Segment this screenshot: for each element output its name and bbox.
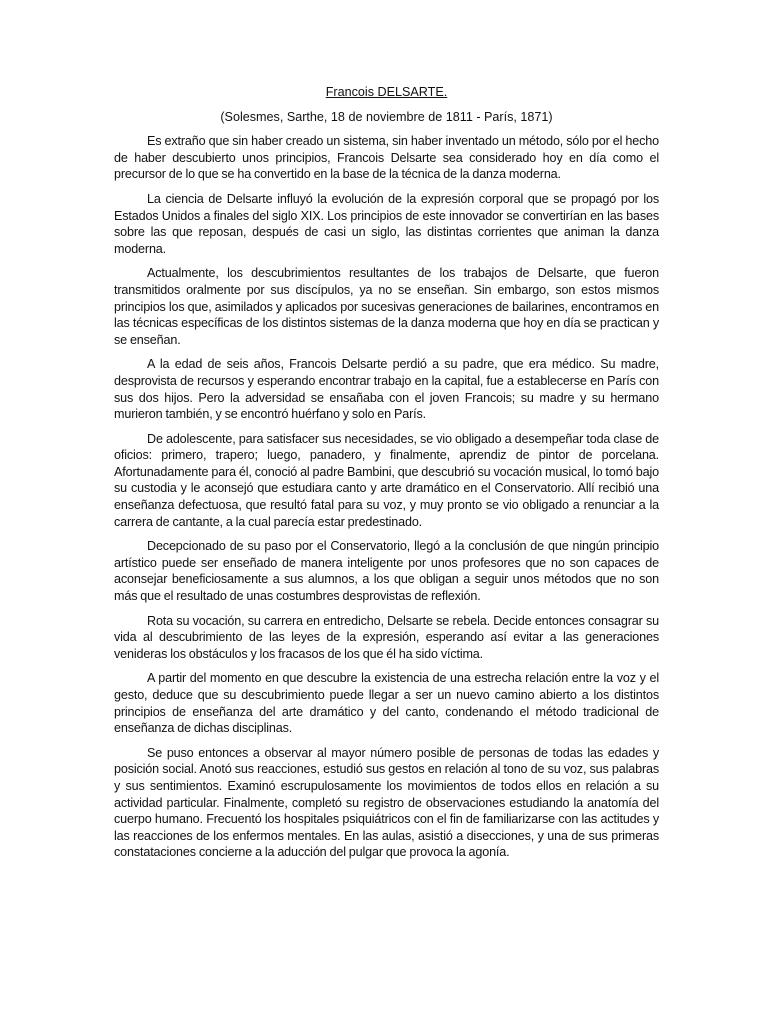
paragraph: A la edad de seis años, Francois Delsarte perdió a su padre, que era médico. Su madre, desprovista de recursos y esperando encontrar trabajo en la capital, fue a establecerse en París con sus dos hijos. Pero la adversidad se ensañaba con el joven Francois; su madre y su hermano murieron también, y se encontró huérfano y solo en París. — [114, 357, 659, 422]
document-page — [114, 84, 659, 869]
paragraph: A partir del momento en que descubre la existencia de una estrecha relación entre la voz y el gesto, deduce que su descubrimiento puede llegar a ser un nuevo camino abierto a los distintos principios de enseñanza del arte dramático y del canto, condenando el método tradicional de enseñanza de dichas disciplinas. — [114, 671, 659, 736]
paragraph: Se puso entonces a observar al mayor número posible de personas de todas las edades y posición social. Anotó sus reacciones, estudió sus gestos en relación al tono de su voz, sus palabras y sus sentimientos. Examinó escrupulosamente los movimientos de todos ellos en relación a su actividad particular. Finalmente, completó su registro de observaciones estudiando la anatomía del cuerpo humano. Frecuentó los hospitales psiquiátricos con el fin de familiarizarse con las actitudes y las reacciones de los enfermos mentales. En las aulas, asistió a disecciones, y una de sus primeras constataciones concierne a la aducción del pulgar que provoca la agonía. — [114, 745, 659, 860]
paragraph: Es extraño que sin haber creado un sistema, sin haber inventado un método, sólo por el hecho de haber descubierto unos principios, Francois Delsarte sea considerado hoy en día como el precursor de lo que se ha convertido en la base de la técnica de la danza moderna. — [114, 134, 659, 182]
paragraph: De adolescente, para satisfacer sus necesidades, se vio obligado a desempeñar toda clase de oficios: primero, trapero; luego, panadero, y finalmente, aprendiz de pintor de porcelana. Afortunadamente para él, conoció al padre Bambini, que descubrió su vocación musical, lo tomó bajo su custodia y le aconsejó que estudiara canto y arte dramático en el Conservatorio. Allí recibió una enseñanza defectuosa, que resultó fatal para su voz, y muy pronto se vio obligado a renunciar a la carrera de cantante, a la cual parecía estar predestinado. — [114, 431, 659, 529]
paragraph: Rota su vocación, su carrera en entredicho, Delsarte se rebela. Decide entonces consagrar su vida al descubrimiento de las leyes de la expresión, esperando así evitar a las generaciones venideras los obstáculos y los fracasos de los que él ha sido víctima. — [114, 613, 659, 661]
paragraph: La ciencia de Delsarte influyó la evolución de la expresión corporal que se propagó por los Estados Unidos a finales del siglo XIX. Los principios de este innovador se convertirían en las bases sobre las que reposan, después de casi un siglo, las distintas corrientes que animan la danza moderna. — [114, 191, 659, 256]
document-subtitle: (Solesmes, Sarthe, 18 de noviembre de 1811 - París, 1871) — [220, 109, 553, 124]
paragraph: Actualmente, los descubrimientos resultantes de los trabajos de Delsarte, que fueron transmitidos oralmente por sus discípulos, ya no se enseñan. Sin embargo, son estos mismos principios los que, asimilados y aplicados por sucesivas generaciones de bailarines, encontramos en las técnicas específicas de los distintos sistemas de la danza moderna que hoy en día se practican y se enseñan. — [114, 266, 659, 347]
document-title: Francois DELSARTE. — [325, 85, 448, 99]
paragraph: Decepcionado de su paso por el Conservatorio, llegó a la conclusión de que ningún principio artístico puede ser enseñado de manera inteligente por unos profesores que no son capaces de aconsejar beneficiosamente a sus alumnos, a los que obligan a seguir unos métodos que no son más que el resultado de unas costumbres desprovistas de reflexión. — [114, 539, 659, 604]
